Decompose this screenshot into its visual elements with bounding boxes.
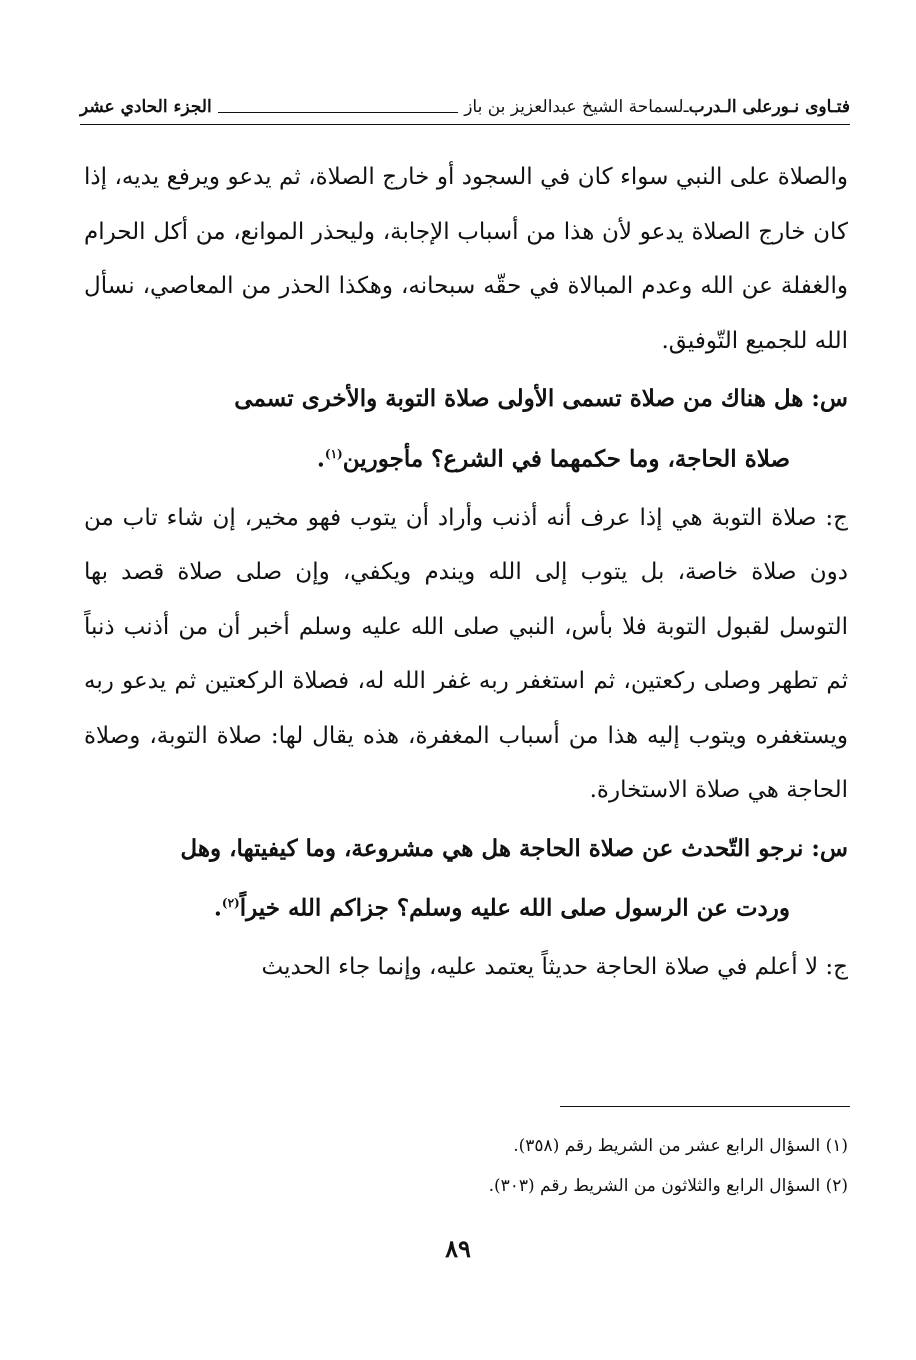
question-line: س: هل هناك من صلاة تسمى الأولى صلاة التوبة والأخرى تسمى (234, 385, 848, 412)
footnote-separator (560, 1106, 850, 1107)
text-line: وليحذر الموانع، من أكل الحرام والغفلة عن الله وعدم المبالاة في حقّه (84, 218, 849, 299)
text-line: ويرفع يديه، إذا كان خارج الصلاة يدعو لأن هذا من أسباب الإجابة، (84, 164, 848, 245)
footnote-2: (٢) السؤال الرابع والثلاثون من الشريط رقم (٣٠٣). (488, 1176, 848, 1196)
text-line: وسلم أخبر أن من أذنب ذنباً ثم تطهر وصلى ركعتين، ثم استغفر ربه (84, 613, 849, 695)
text-line: الاستخارة. (589, 777, 688, 804)
question-line: س: نرجو التّحدث عن صلاة الحاجة هل هي مشروعة، وما كيفيتها، وهل (180, 834, 848, 862)
text-line: غفر الله له، فصلاة الركعتين ثم يدعو ربه ويستغفره ويتوب إليه هذا من (84, 668, 848, 749)
footnotes (84, 1126, 848, 1206)
text-line: ج: لا أعلم في صلاة الحاجة حديثاً يعتمد عليه، وإنما جاء الحديث (261, 954, 848, 981)
answer-paragraph (84, 150, 848, 368)
header-rule (80, 124, 850, 125)
text-line: صلى صلاة قصد بها التوسل لقبول التوبة فلا بأس، النبي صلى الله عليه (84, 559, 848, 640)
question-end: . (316, 445, 325, 473)
footnote-1: (١) السؤال الرابع عشر من الشريط رقم (٣٥٨). (513, 1136, 848, 1156)
series-title: فتـاوى نـورعلى الـدرب (688, 97, 850, 117)
page-number: ٨٩ (445, 1234, 471, 1263)
footnote-ref: (٢) (221, 896, 240, 911)
question-text: وردت عن الرسول صلى الله عليه وسلم؟ جزاكم الله خيراً (239, 894, 790, 922)
question-text: صلاة الحاجة، وما حكمهما في الشرع؟ مأجورين (342, 445, 790, 473)
footnote-ref: (١) (324, 446, 343, 461)
header-dash: ـ (683, 97, 689, 117)
text-line: سبحانه، وهكذا الحذر من المعاصي، نسأل الله للجميع التّوفيق. (84, 273, 848, 354)
question-line (84, 876, 848, 936)
question-paragraph (84, 822, 848, 937)
question-line (84, 427, 848, 487)
running-header (80, 88, 850, 118)
question-end: . (213, 894, 222, 922)
header-leader-line (218, 112, 459, 113)
author-name: لسماحة الشيخ عبدالعزيز بن باز (464, 97, 684, 117)
text-line: أسباب المغفرة، هذه يقال لها: صلاة التوبة، وصلاة الحاجة هي صلاة (84, 722, 848, 804)
answer-paragraph (84, 491, 848, 818)
answer-paragraph (84, 940, 848, 995)
main-text (84, 150, 848, 995)
text-line: والصلاة على النبي سواء كان في السجود أو خارج الصلاة، ثم يدعو (227, 164, 848, 190)
text-line: ج: صلاة التوبة هي إذا عرف أنه أذنب وأراد أن يتوب فهو مخير، (244, 504, 848, 531)
question-paragraph (84, 372, 848, 487)
text-line: إن شاء تاب من دون صلاة خاصة، بل يتوب إلى الله ويندم ويكفي، وإن (84, 504, 848, 586)
volume-part: الجزء الحادي عشر (80, 97, 212, 117)
